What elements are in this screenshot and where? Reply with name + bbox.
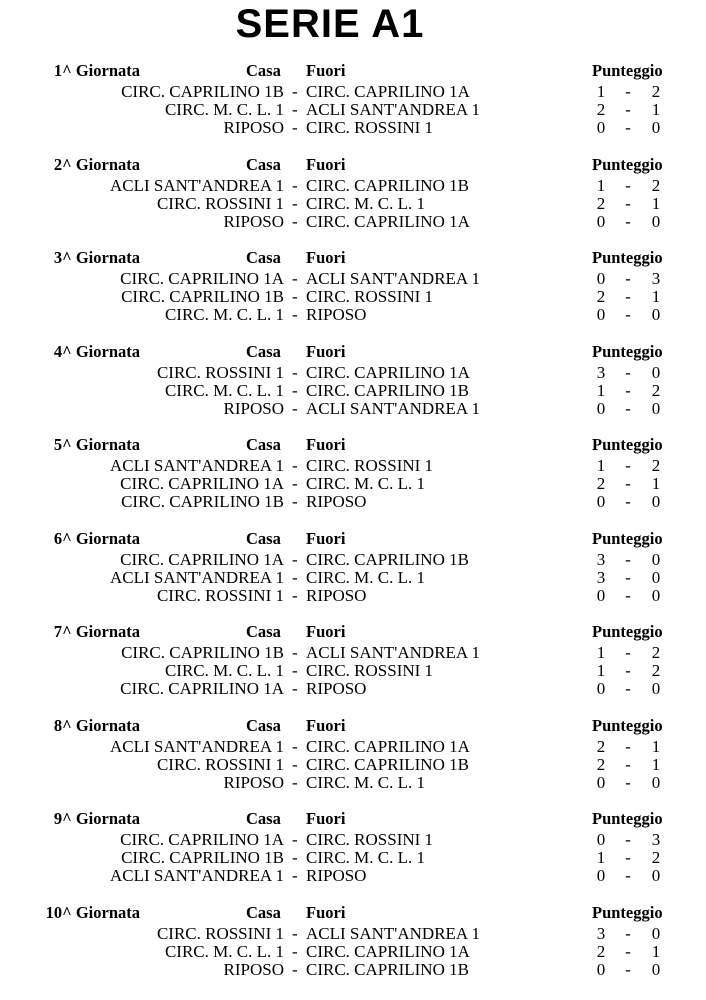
column-header-fuori: Fuori bbox=[306, 809, 346, 828]
away-team: ACLI SANT'ANDREA 1 bbox=[306, 100, 481, 119]
team-separator: - bbox=[292, 830, 298, 849]
column-header-fuori: Fuori bbox=[306, 154, 346, 174]
score-away: 0 bbox=[651, 585, 661, 605]
match-row bbox=[0, 83, 706, 101]
home-team: CIRC. CAPRILINO 1A bbox=[120, 474, 284, 493]
round-block bbox=[0, 248, 706, 342]
home-team: RIPOSO bbox=[223, 118, 284, 137]
team-separator: - bbox=[292, 82, 298, 101]
score-away: 1 bbox=[651, 287, 661, 306]
match-row bbox=[0, 680, 706, 698]
score-separator: - bbox=[625, 287, 631, 306]
away-team: ACLI SANT'ANDREA 1 bbox=[306, 643, 481, 662]
score-separator: - bbox=[625, 830, 631, 849]
column-header-punteggio: Punteggio bbox=[592, 622, 663, 641]
round-block bbox=[0, 342, 706, 436]
column-header-punteggio: Punteggio bbox=[592, 248, 663, 267]
score-away: 1 bbox=[651, 754, 661, 774]
score-separator: - bbox=[625, 456, 631, 475]
match-row bbox=[0, 457, 706, 475]
team-separator: - bbox=[292, 211, 298, 231]
score-separator: - bbox=[625, 661, 631, 680]
match-row bbox=[0, 644, 706, 662]
score-separator: - bbox=[625, 923, 631, 943]
team-separator: - bbox=[292, 492, 298, 511]
score-separator: - bbox=[625, 100, 631, 119]
away-team: CIRC. CAPRILINO 1B bbox=[306, 380, 469, 400]
home-team: CIRC. CAPRILINO 1A bbox=[120, 679, 284, 698]
match-row bbox=[0, 306, 706, 324]
column-header-punteggio: Punteggio bbox=[592, 809, 663, 828]
score-separator: - bbox=[625, 193, 631, 213]
score-away: 3 bbox=[651, 830, 661, 849]
round-block bbox=[0, 155, 706, 249]
column-header-fuori: Fuori bbox=[306, 248, 346, 267]
away-team: RIPOSO bbox=[306, 585, 367, 605]
away-team: RIPOSO bbox=[306, 305, 367, 324]
match-row bbox=[0, 119, 706, 137]
score-home: 3 bbox=[596, 362, 606, 382]
match-row bbox=[0, 382, 706, 400]
away-team: ACLI SANT'ANDREA 1 bbox=[306, 923, 481, 943]
score-home: 0 bbox=[596, 959, 606, 979]
team-separator: - bbox=[292, 474, 298, 493]
score-home: 1 bbox=[596, 848, 606, 867]
team-separator: - bbox=[292, 118, 298, 137]
rounds-list bbox=[0, 61, 706, 996]
home-team: ACLI SANT'ANDREA 1 bbox=[109, 736, 284, 756]
score-home: 1 bbox=[596, 175, 606, 195]
column-header-casa: Casa bbox=[246, 528, 281, 548]
home-team: CIRC. CAPRILINO 1B bbox=[121, 643, 284, 662]
away-team: CIRC. ROSSINI 1 bbox=[306, 118, 434, 137]
match-row bbox=[0, 551, 706, 569]
score-separator: - bbox=[625, 959, 631, 979]
match-row bbox=[0, 774, 706, 792]
score-away: 0 bbox=[651, 567, 661, 587]
score-away: 0 bbox=[651, 959, 661, 979]
team-separator: - bbox=[292, 848, 298, 867]
column-header-punteggio: Punteggio bbox=[592, 715, 663, 735]
round-name: 6^ Giornata bbox=[53, 528, 140, 548]
team-separator: - bbox=[292, 398, 298, 418]
team-separator: - bbox=[292, 269, 298, 288]
away-team: CIRC. M. C. L. 1 bbox=[306, 193, 426, 213]
away-team: RIPOSO bbox=[306, 492, 367, 511]
home-team: RIPOSO bbox=[223, 959, 284, 979]
score-away: 0 bbox=[651, 492, 661, 511]
score-away: 1 bbox=[651, 941, 661, 961]
score-away: 2 bbox=[651, 661, 661, 680]
score-home: 2 bbox=[596, 754, 606, 774]
round-name: 5^ Giornata bbox=[53, 435, 140, 454]
column-header-casa: Casa bbox=[246, 435, 281, 454]
column-header-fuori: Fuori bbox=[306, 715, 346, 735]
score-home: 0 bbox=[596, 211, 606, 231]
team-separator: - bbox=[292, 567, 298, 587]
score-away: 1 bbox=[651, 474, 661, 493]
score-home: 0 bbox=[596, 772, 606, 792]
team-separator: - bbox=[292, 456, 298, 475]
team-separator: - bbox=[292, 923, 298, 943]
score-away: 0 bbox=[651, 679, 661, 698]
match-row bbox=[0, 213, 706, 231]
score-away: 1 bbox=[651, 736, 661, 756]
round-block bbox=[0, 61, 706, 155]
column-header-casa: Casa bbox=[246, 809, 281, 828]
home-team: CIRC. CAPRILINO 1A bbox=[120, 269, 284, 288]
score-away: 0 bbox=[651, 398, 661, 418]
column-header-casa: Casa bbox=[246, 248, 281, 267]
column-header-casa: Casa bbox=[246, 622, 281, 641]
home-team: CIRC. CAPRILINO 1B bbox=[121, 492, 284, 511]
home-team: CIRC. ROSSINI 1 bbox=[156, 193, 284, 213]
team-separator: - bbox=[292, 193, 298, 213]
score-home: 0 bbox=[596, 866, 606, 885]
score-home: 0 bbox=[596, 305, 606, 324]
team-separator: - bbox=[292, 679, 298, 698]
team-separator: - bbox=[292, 736, 298, 756]
score-separator: - bbox=[625, 362, 631, 382]
score-home: 1 bbox=[596, 380, 606, 400]
column-header-punteggio: Punteggio bbox=[592, 528, 663, 548]
away-team: CIRC. CAPRILINO 1B bbox=[306, 959, 469, 979]
away-team: CIRC. M. C. L. 1 bbox=[306, 848, 426, 867]
score-away: 2 bbox=[651, 643, 661, 662]
score-away: 2 bbox=[651, 848, 661, 867]
round-name: 4^ Giornata bbox=[53, 341, 140, 361]
round-name: 1^ Giornata bbox=[53, 61, 140, 80]
away-team: CIRC. CAPRILINO 1A bbox=[306, 941, 470, 961]
score-home: 0 bbox=[596, 269, 606, 288]
match-row bbox=[0, 177, 706, 195]
score-home: 0 bbox=[596, 679, 606, 698]
score-away: 0 bbox=[651, 923, 661, 943]
score-away: 0 bbox=[651, 118, 661, 137]
score-home: 2 bbox=[596, 736, 606, 756]
column-header-fuori: Fuori bbox=[306, 528, 346, 548]
away-team: CIRC. ROSSINI 1 bbox=[306, 456, 434, 475]
score-away: 0 bbox=[651, 211, 661, 231]
score-away: 0 bbox=[651, 772, 661, 792]
column-header-punteggio: Punteggio bbox=[592, 435, 663, 454]
score-separator: - bbox=[625, 549, 631, 569]
home-team: CIRC. CAPRILINO 1A bbox=[120, 830, 284, 849]
home-team: ACLI SANT'ANDREA 1 bbox=[109, 175, 284, 195]
score-separator: - bbox=[625, 679, 631, 698]
home-team: CIRC. CAPRILINO 1B bbox=[121, 287, 284, 306]
score-home: 0 bbox=[596, 585, 606, 605]
score-home: 0 bbox=[596, 398, 606, 418]
score-separator: - bbox=[625, 772, 631, 792]
match-row bbox=[0, 867, 706, 885]
home-team: CIRC. ROSSINI 1 bbox=[156, 585, 284, 605]
home-team: RIPOSO bbox=[223, 772, 284, 792]
score-home: 2 bbox=[596, 941, 606, 961]
round-block bbox=[0, 809, 706, 903]
score-separator: - bbox=[625, 754, 631, 774]
team-separator: - bbox=[292, 585, 298, 605]
home-team: CIRC. CAPRILINO 1B bbox=[121, 848, 284, 867]
away-team: RIPOSO bbox=[306, 679, 367, 698]
match-row bbox=[0, 493, 706, 511]
match-row bbox=[0, 738, 706, 756]
team-separator: - bbox=[292, 362, 298, 382]
away-team: CIRC. CAPRILINO 1B bbox=[306, 754, 469, 774]
team-separator: - bbox=[292, 754, 298, 774]
home-team: ACLI SANT'ANDREA 1 bbox=[109, 456, 284, 475]
round-name: 2^ Giornata bbox=[53, 154, 140, 174]
match-row bbox=[0, 849, 706, 867]
round-name: 10^ Giornata bbox=[45, 902, 140, 922]
away-team: CIRC. CAPRILINO 1B bbox=[306, 175, 469, 195]
team-separator: - bbox=[292, 772, 298, 792]
column-header-casa: Casa bbox=[246, 902, 281, 922]
round-name: 7^ Giornata bbox=[53, 622, 140, 641]
match-row bbox=[0, 587, 706, 605]
home-team: RIPOSO bbox=[223, 398, 284, 418]
score-home: 2 bbox=[596, 100, 606, 119]
score-separator: - bbox=[625, 643, 631, 662]
home-team: CIRC. ROSSINI 1 bbox=[156, 362, 284, 382]
score-home: 0 bbox=[596, 830, 606, 849]
score-separator: - bbox=[625, 567, 631, 587]
team-separator: - bbox=[292, 175, 298, 195]
column-header-casa: Casa bbox=[246, 341, 281, 361]
away-team: CIRC. CAPRILINO 1A bbox=[306, 211, 470, 231]
column-header-fuori: Fuori bbox=[306, 61, 346, 80]
score-separator: - bbox=[625, 305, 631, 324]
home-team: CIRC. CAPRILINO 1A bbox=[120, 549, 284, 569]
score-home: 1 bbox=[596, 643, 606, 662]
score-home: 2 bbox=[596, 193, 606, 213]
away-team: CIRC. M. C. L. 1 bbox=[306, 772, 426, 792]
score-away: 2 bbox=[651, 380, 661, 400]
score-away: 0 bbox=[651, 549, 661, 569]
match-row bbox=[0, 925, 706, 943]
column-header-punteggio: Punteggio bbox=[592, 154, 663, 174]
team-separator: - bbox=[292, 866, 298, 885]
column-header-fuori: Fuori bbox=[306, 341, 346, 361]
column-header-casa: Casa bbox=[246, 154, 281, 174]
score-away: 2 bbox=[651, 456, 661, 475]
score-separator: - bbox=[625, 866, 631, 885]
home-team: ACLI SANT'ANDREA 1 bbox=[109, 567, 284, 587]
team-separator: - bbox=[292, 380, 298, 400]
score-away: 0 bbox=[651, 362, 661, 382]
score-separator: - bbox=[625, 848, 631, 867]
away-team: CIRC. CAPRILINO 1A bbox=[306, 362, 470, 382]
score-separator: - bbox=[625, 736, 631, 756]
round-name: 9^ Giornata bbox=[53, 809, 140, 828]
team-separator: - bbox=[292, 959, 298, 979]
home-team: CIRC. ROSSINI 1 bbox=[156, 923, 284, 943]
score-away: 0 bbox=[651, 866, 661, 885]
home-team: CIRC. M. C. L. 1 bbox=[164, 941, 284, 961]
away-team: CIRC. M. C. L. 1 bbox=[306, 474, 426, 493]
match-row bbox=[0, 961, 706, 979]
score-away: 2 bbox=[651, 175, 661, 195]
score-separator: - bbox=[625, 211, 631, 231]
score-home: 0 bbox=[596, 118, 606, 137]
away-team: RIPOSO bbox=[306, 866, 367, 885]
home-team: RIPOSO bbox=[223, 211, 284, 231]
match-row bbox=[0, 400, 706, 418]
column-header-fuori: Fuori bbox=[306, 435, 346, 454]
match-row bbox=[0, 475, 706, 493]
match-row bbox=[0, 195, 706, 213]
home-team: CIRC. M. C. L. 1 bbox=[164, 661, 284, 680]
score-home: 2 bbox=[596, 474, 606, 493]
round-block bbox=[0, 903, 706, 997]
score-home: 2 bbox=[596, 287, 606, 306]
team-separator: - bbox=[292, 549, 298, 569]
score-home: 1 bbox=[596, 456, 606, 475]
team-separator: - bbox=[292, 305, 298, 324]
away-team: ACLI SANT'ANDREA 1 bbox=[306, 269, 481, 288]
match-row bbox=[0, 756, 706, 774]
score-away: 3 bbox=[651, 269, 661, 288]
away-team: CIRC. ROSSINI 1 bbox=[306, 287, 434, 306]
home-team: CIRC. CAPRILINO 1B bbox=[121, 82, 284, 101]
team-separator: - bbox=[292, 287, 298, 306]
score-separator: - bbox=[625, 941, 631, 961]
score-home: 1 bbox=[596, 661, 606, 680]
away-team: CIRC. CAPRILINO 1A bbox=[306, 736, 470, 756]
column-header-fuori: Fuori bbox=[306, 902, 346, 922]
home-team: CIRC. M. C. L. 1 bbox=[164, 305, 284, 324]
score-separator: - bbox=[625, 82, 631, 101]
score-separator: - bbox=[625, 492, 631, 511]
match-row bbox=[0, 270, 706, 288]
score-separator: - bbox=[625, 398, 631, 418]
away-team: CIRC. M. C. L. 1 bbox=[306, 567, 426, 587]
round-name: 3^ Giornata bbox=[53, 248, 140, 267]
score-away: 1 bbox=[651, 100, 661, 119]
home-team: CIRC. M. C. L. 1 bbox=[164, 100, 284, 119]
match-row bbox=[0, 662, 706, 680]
match-row bbox=[0, 831, 706, 849]
column-header-punteggio: Punteggio bbox=[592, 341, 663, 361]
match-row bbox=[0, 569, 706, 587]
score-separator: - bbox=[625, 380, 631, 400]
page-title: SERIE A1 bbox=[235, 2, 425, 46]
away-team: CIRC. ROSSINI 1 bbox=[306, 661, 434, 680]
score-away: 2 bbox=[651, 82, 661, 101]
team-separator: - bbox=[292, 661, 298, 680]
score-home: 1 bbox=[596, 82, 606, 101]
match-row bbox=[0, 288, 706, 306]
team-separator: - bbox=[292, 100, 298, 119]
round-block bbox=[0, 622, 706, 716]
away-team: CIRC. CAPRILINO 1B bbox=[306, 549, 469, 569]
column-header-casa: Casa bbox=[246, 715, 281, 735]
score-separator: - bbox=[625, 118, 631, 137]
home-team: ACLI SANT'ANDREA 1 bbox=[109, 866, 284, 885]
score-separator: - bbox=[625, 585, 631, 605]
score-away: 0 bbox=[651, 305, 661, 324]
match-row bbox=[0, 943, 706, 961]
column-header-fuori: Fuori bbox=[306, 622, 346, 641]
match-row bbox=[0, 364, 706, 382]
away-team: CIRC. ROSSINI 1 bbox=[306, 830, 434, 849]
team-separator: - bbox=[292, 941, 298, 961]
round-name: 8^ Giornata bbox=[53, 715, 140, 735]
round-block bbox=[0, 716, 706, 810]
score-home: 3 bbox=[596, 549, 606, 569]
home-team: CIRC. ROSSINI 1 bbox=[156, 754, 284, 774]
score-separator: - bbox=[625, 474, 631, 493]
column-header-punteggio: Punteggio bbox=[592, 902, 663, 922]
column-header-casa: Casa bbox=[246, 61, 281, 80]
away-team: ACLI SANT'ANDREA 1 bbox=[306, 398, 481, 418]
column-header-punteggio: Punteggio bbox=[592, 61, 663, 80]
score-home: 3 bbox=[596, 923, 606, 943]
score-home: 3 bbox=[596, 567, 606, 587]
round-block bbox=[0, 529, 706, 623]
match-row bbox=[0, 101, 706, 119]
round-block bbox=[0, 435, 706, 529]
score-separator: - bbox=[625, 269, 631, 288]
away-team: CIRC. CAPRILINO 1A bbox=[306, 82, 470, 101]
score-home: 0 bbox=[596, 492, 606, 511]
score-separator: - bbox=[625, 175, 631, 195]
team-separator: - bbox=[292, 643, 298, 662]
home-team: CIRC. M. C. L. 1 bbox=[164, 380, 284, 400]
score-away: 1 bbox=[651, 193, 661, 213]
